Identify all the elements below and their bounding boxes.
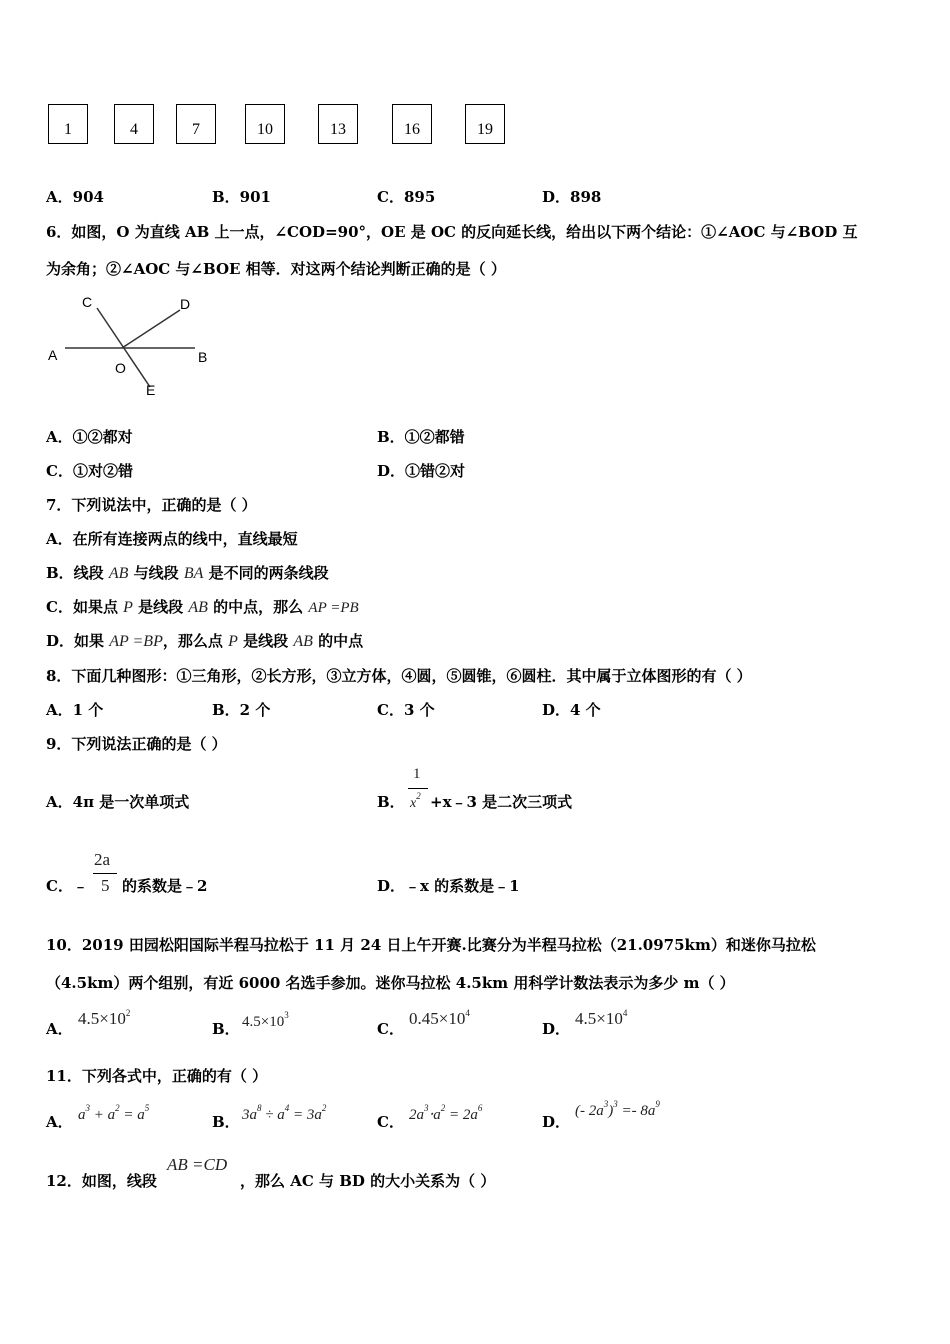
number-box: 10 xyxy=(245,104,285,144)
fraction-bar xyxy=(408,788,428,789)
question-8-stem: 8．下面几种图形：①三角形，②长方形，③立方体，④圆，⑤圆锥，⑥圆柱．其中属于立体图形的有（ ） xyxy=(46,667,752,685)
option-b-value: $4.5\times 10^3$ xyxy=(242,1010,289,1030)
option-a: A．在所有连接两点的线中，直线最短 xyxy=(46,530,298,548)
option-b-label: B． xyxy=(212,1020,240,1038)
option-c-label: C． xyxy=(377,1113,404,1131)
option-d: D．4 个 xyxy=(542,701,601,719)
option-d: D．﹣x 的系数是﹣1 xyxy=(377,877,520,895)
option-c-value: $0.45\times 10^4$ xyxy=(409,1008,470,1028)
option-b: B．①②都错 xyxy=(377,428,465,446)
number-box: 16 xyxy=(392,104,432,144)
question-12-math: AB =CD xyxy=(167,1155,228,1174)
option-c: C．3 个 xyxy=(377,701,435,719)
option-b-label: B． xyxy=(377,793,405,811)
question-12-suffix: ，那么 AC 与 BD 的大小关系为（ ） xyxy=(240,1172,496,1190)
question-6-line-2: 为余角；②∠AOC 与∠BOE 相等．对这两个结论判断正确的是（ ） xyxy=(46,260,506,278)
number-box: 13 xyxy=(318,104,358,144)
option-c-rest: 的系数是﹣2 xyxy=(122,877,208,895)
option-a-expression: $a^3 + a^2 = a^5$ xyxy=(78,1103,150,1123)
option-c-label: C．﹣ xyxy=(46,877,88,895)
option-d: D．898 xyxy=(542,188,602,206)
label-b: B xyxy=(198,349,208,365)
option-b: B．901 xyxy=(212,188,271,206)
option-b-rest: +x﹣3 是二次三项式 xyxy=(430,793,573,811)
option-a-label: A． xyxy=(46,1113,73,1131)
option-b: B．线段 AB 与线段 BA 是不同的两条线段 xyxy=(46,564,329,582)
label-e: E xyxy=(146,382,156,398)
option-a: A．1 个 xyxy=(46,701,104,719)
option-b-label: B． xyxy=(212,1113,240,1131)
question-12-prefix: 12．如图，线段 xyxy=(46,1172,157,1190)
option-a-label: A． xyxy=(46,1020,73,1038)
option-d-expression: (- $2a^3)^3 =- 8a^9$ xyxy=(575,1099,660,1119)
number-box: 7 xyxy=(176,104,216,144)
number-box: 19 xyxy=(465,104,505,144)
number-box: 4 xyxy=(114,104,154,144)
question-10-line-2: （4.5km）两个组别，有近 6000 名选手参加。迷你马拉松 4.5km 用科学计数法表示为多少 m（ ） xyxy=(46,974,735,992)
option-d-value: $4.5\times 10^4$ xyxy=(575,1008,628,1028)
number-box: 1 xyxy=(48,104,88,144)
fraction-numerator: 2a xyxy=(94,850,111,869)
option-c: C．如果点 P 是线段 AB 的中点，那么 AP =PB xyxy=(46,598,359,616)
option-d-label: D． xyxy=(542,1020,571,1038)
question-6-line-1: 6．如图，O 为直线 AB 上一点，∠COD=90°，OE 是 OC 的反向延长线，给出以下两个结论：①∠AOC 与∠BOD 互 xyxy=(46,223,858,241)
label-d: D xyxy=(180,296,191,312)
question-11-stem: 11．下列各式中，正确的有（ ） xyxy=(46,1067,268,1085)
label-c: C xyxy=(82,294,93,310)
option-c-expression: $2a^3\cdot a^2 = 2a^6$ xyxy=(409,1103,483,1123)
option-c-label: C． xyxy=(377,1020,404,1038)
label-o: O xyxy=(115,360,126,376)
option-a-value: $4.5\times 10^2$ xyxy=(78,1008,131,1028)
fraction-denominator: 5 xyxy=(101,876,110,895)
fraction-bar xyxy=(93,873,117,874)
option-a: A．4π 是一次单项式 xyxy=(46,793,190,811)
option-b-expression: $3a^8 \div a^4 = 3a^2$ xyxy=(242,1103,327,1123)
fraction-denominator: $x^2$ xyxy=(410,791,421,811)
option-d: D．①错②对 xyxy=(377,462,466,480)
question-9-stem: 9．下列说法正确的是（ ） xyxy=(46,735,227,753)
option-a: A．①②都对 xyxy=(46,428,133,446)
angle-figure xyxy=(40,290,220,405)
option-d-label: D． xyxy=(542,1113,571,1131)
option-a: A．904 xyxy=(46,188,104,206)
fraction-numerator: 1 xyxy=(413,766,421,782)
question-7-stem: 7．下列说法中，正确的是（ ） xyxy=(46,496,257,514)
option-d: D．如果 AP =BP，那么点 P 是线段 AB 的中点 xyxy=(46,632,364,650)
option-c: C．①对②错 xyxy=(46,462,133,480)
label-a: A xyxy=(48,347,58,363)
question-10-line-1: 10．2019 田园松阳国际半程马拉松于 11 月 24 日上午开赛.比赛分为半程马拉松（21.0975km）和迷你马拉松 xyxy=(46,936,816,954)
option-c: C．895 xyxy=(377,188,436,206)
option-b: B．2 个 xyxy=(212,701,271,719)
